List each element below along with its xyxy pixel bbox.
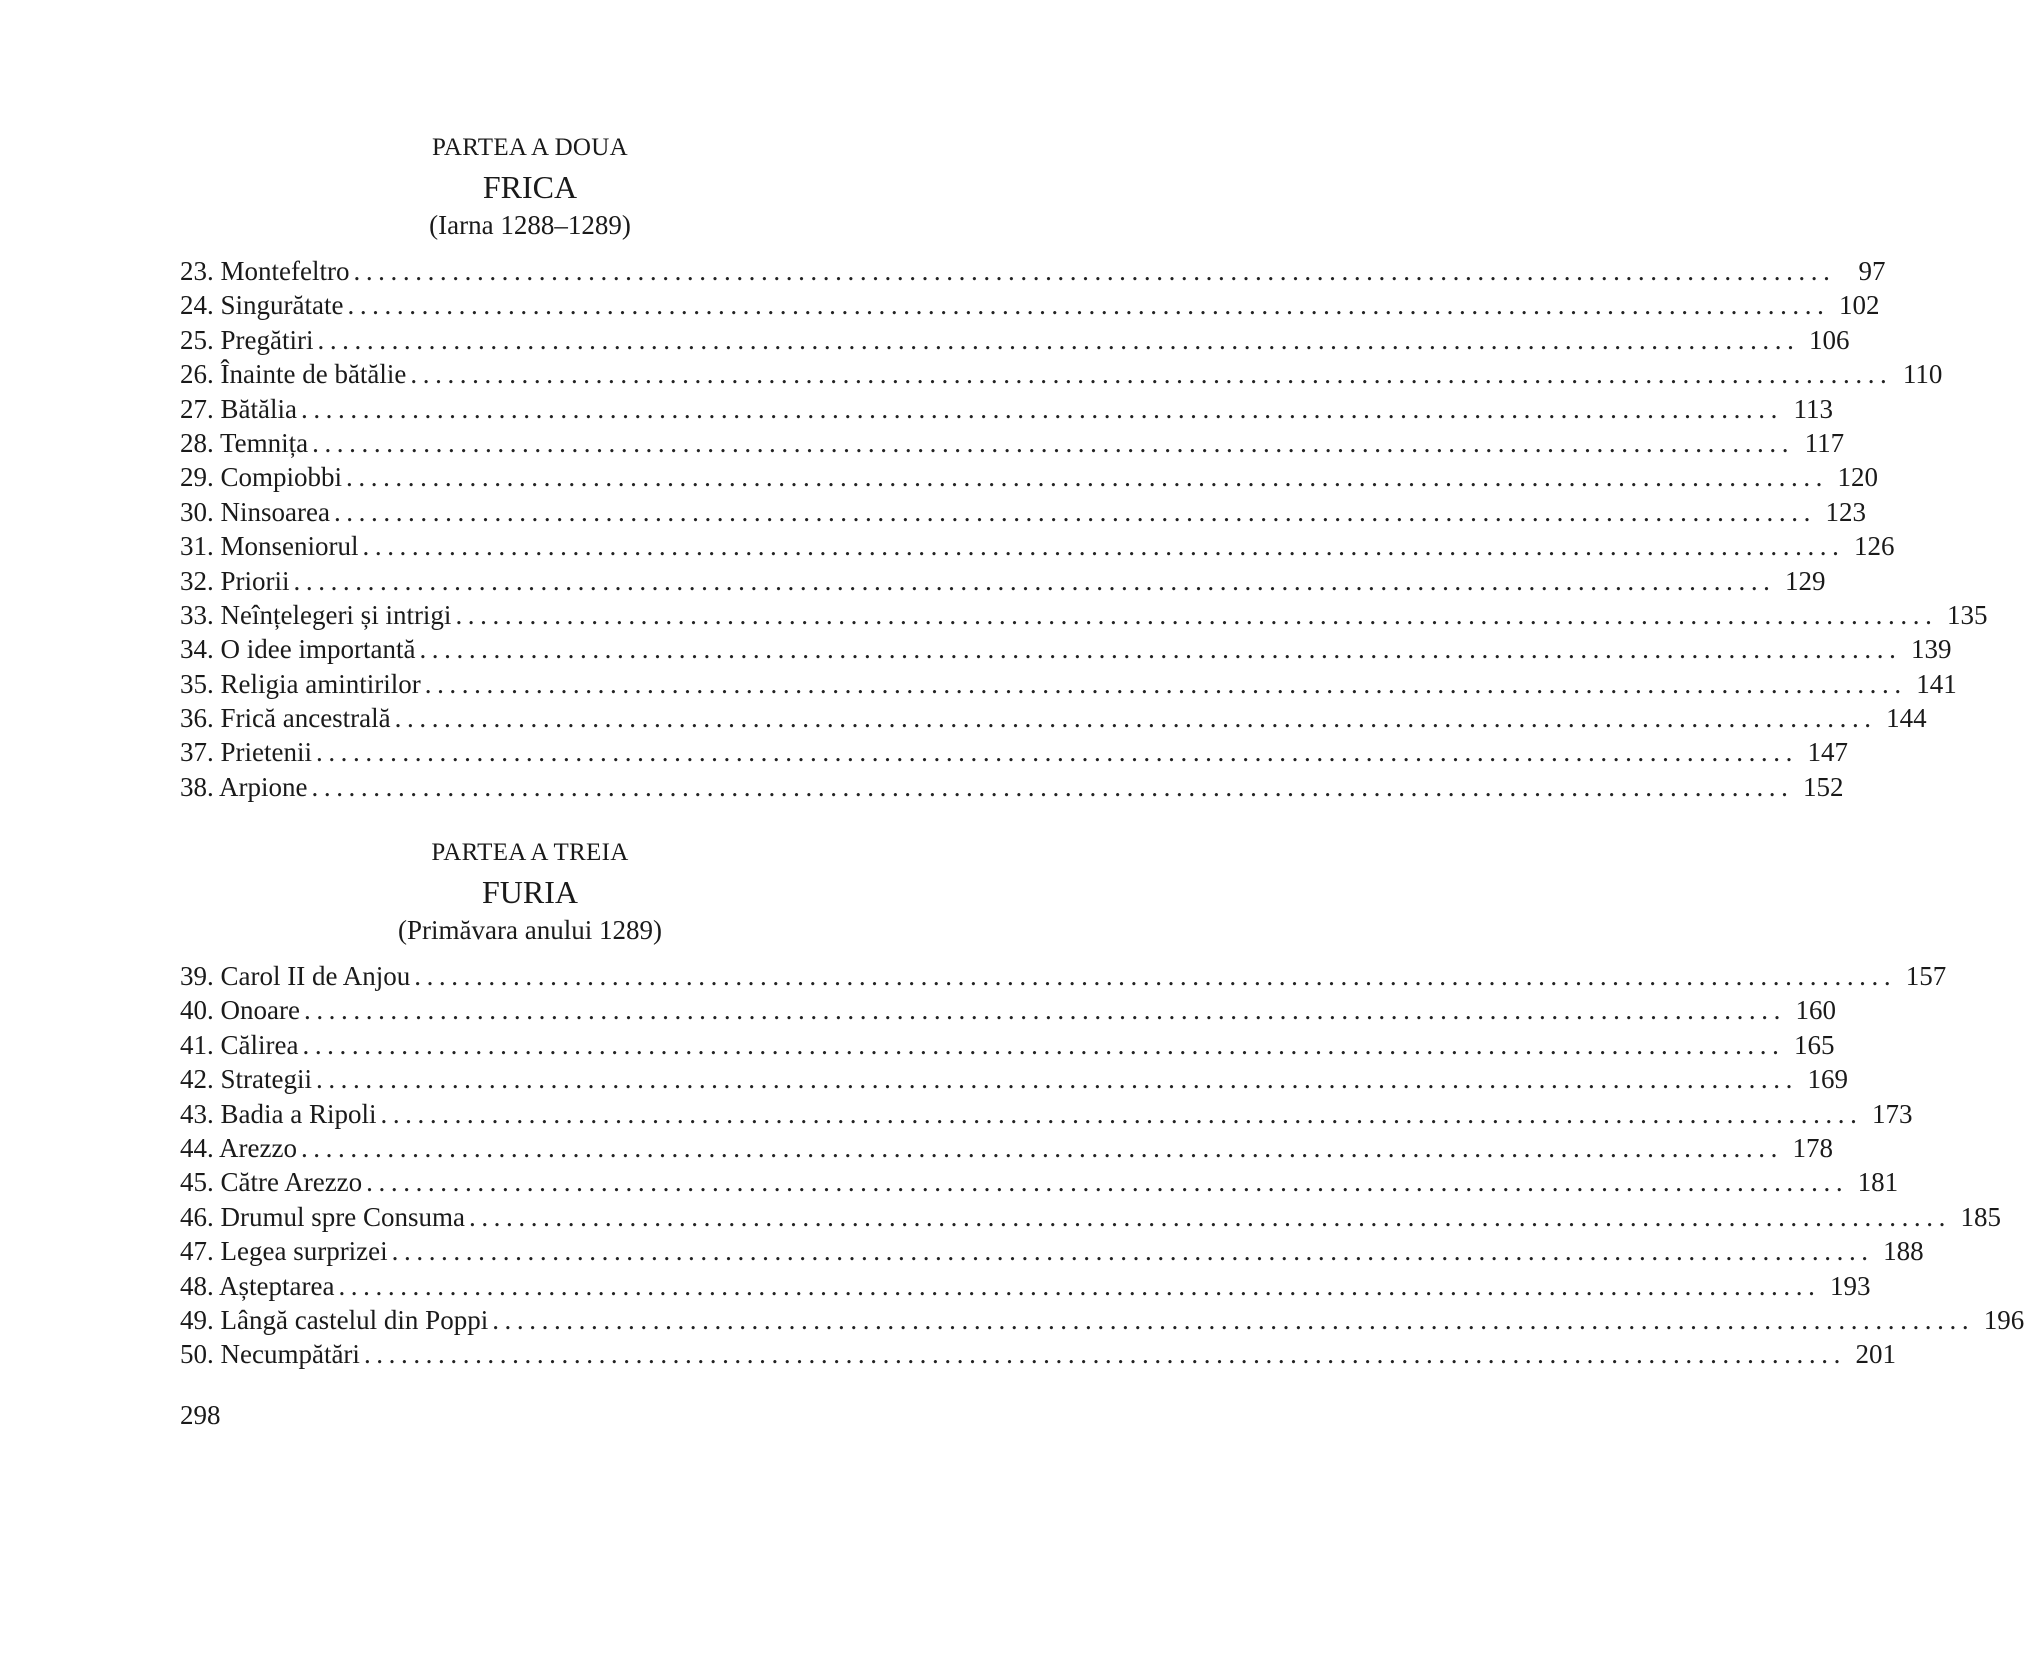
chapter-title: 32. Priorii: [180, 565, 290, 596]
toc-entry: [180, 1200, 2001, 1234]
chapter-page: 201: [1855, 1339, 1896, 1370]
chapter-page: 160: [1795, 995, 1836, 1026]
dot-leader: ........................................................................................................................: [419, 634, 1902, 665]
chapter-page: 193: [1829, 1270, 1871, 1301]
dot-leader: ........................................................................................................................: [363, 1339, 1846, 1370]
chapter-title: 28. Temnița: [180, 427, 309, 458]
chapter-page: 106: [1808, 324, 1850, 355]
chapter-title: 43. Badia a Ripoli: [180, 1098, 377, 1129]
chapter-title: 37. Prietenii: [180, 737, 312, 768]
dot-leader: ........................................................................................................................: [362, 531, 1845, 562]
dot-leader: ........................................................................................................................: [468, 1201, 1951, 1232]
dot-leader: ........................................................................................................................: [455, 599, 1938, 630]
toc-entry: [180, 667, 1957, 701]
dot-leader: ........................................................................................................................: [315, 1064, 1798, 1095]
chapter-title: 47. Legea surprizei: [180, 1236, 388, 1267]
chapter-title: 44. Arezzo: [180, 1132, 297, 1163]
dot-leader: ........................................................................................................................: [312, 427, 1795, 458]
part-title: FRICA: [482, 169, 578, 205]
chapter-page: 113: [1793, 393, 1833, 424]
dot-leader: ........................................................................................................................: [311, 771, 1794, 802]
dot-leader: ........................................................................................................................: [492, 1304, 1975, 1335]
part-label: PARTEA A TREIA: [431, 839, 629, 866]
chapter-page: 152: [1803, 771, 1844, 802]
chapter-title: 33. Neînțelegeri și intrigi: [180, 599, 452, 630]
toc-entry: [180, 1165, 1899, 1199]
chapter-title: 39. Carol II de Anjou: [180, 961, 411, 991]
toc-entry: [180, 254, 1886, 288]
chapter-page: 196: [1983, 1304, 2024, 1335]
chapter-list: [180, 254, 1988, 804]
toc-entry: [180, 959, 1947, 993]
chapter-title: 25. Pregătiri: [180, 324, 314, 355]
part-two-section: [180, 128, 1988, 804]
toc-entry: [180, 529, 1895, 563]
part-subtitle: (Iarna 1288–1289): [429, 210, 631, 240]
toc-entry: [180, 1269, 1871, 1303]
chapter-page: 110: [1902, 359, 1943, 390]
toc-entry: [180, 1028, 1835, 1062]
toc-entry: [180, 770, 1844, 804]
chapter-title: 38. Arpione: [180, 771, 308, 802]
chapter-title: 42. Strategii: [180, 1064, 312, 1095]
dot-leader: ........................................................................................................................: [302, 1029, 1785, 1060]
chapter-title: 27. Bătălia: [180, 393, 297, 424]
dot-leader: ........................................................................................................................: [353, 256, 1836, 286]
chapter-title: 31. Monseniorul: [180, 531, 359, 562]
toc-entry: [180, 323, 1850, 357]
chapter-page: 97: [1858, 256, 1886, 286]
chapter-page: 169: [1807, 1064, 1848, 1095]
dot-leader: ........................................................................................................................: [346, 462, 1829, 493]
dot-leader: ........................................................................................................................: [380, 1098, 1863, 1129]
dot-leader: ........................................................................................................................: [300, 1132, 1783, 1163]
dot-leader: ........................................................................................................................: [366, 1167, 1849, 1198]
dot-leader: ........................................................................................................................: [424, 668, 1907, 699]
chapter-page: 185: [1960, 1201, 2001, 1232]
chapter-page: 135: [1946, 599, 1988, 630]
chapter-title: 30. Ninsoarea: [180, 496, 330, 527]
dot-leader: ........................................................................................................................: [410, 359, 1893, 390]
dot-leader: ........................................................................................................................: [293, 565, 1776, 596]
chapter-page: 181: [1857, 1167, 1899, 1198]
chapter-list: [180, 959, 2024, 1372]
dot-leader: ........................................................................................................................: [414, 961, 1897, 991]
chapter-page: 123: [1825, 496, 1866, 527]
chapter-title: 41. Călirea: [180, 1029, 299, 1060]
toc-entry: [180, 564, 1826, 598]
toc-entry: [180, 632, 1952, 666]
chapter-title: 40. Onoare: [180, 995, 300, 1026]
chapter-title: 29. Compiobbi: [180, 462, 343, 493]
toc-entry: [180, 1131, 1833, 1165]
toc-entry: [180, 495, 1866, 529]
dot-leader: ........................................................................................................................: [315, 737, 1798, 768]
chapter-title: 35. Religia amintirilor: [180, 668, 421, 699]
chapter-page: 129: [1785, 565, 1826, 596]
dot-leader: ........................................................................................................................: [333, 496, 1816, 527]
chapter-page: 157: [1905, 961, 1947, 991]
chapter-page: 173: [1871, 1098, 1913, 1129]
chapter-page: 102: [1838, 290, 1880, 321]
dot-leader: ........................................................................................................................: [300, 393, 1783, 424]
toc-entry: [180, 1303, 2024, 1337]
part-three-section: [180, 833, 2024, 1372]
chapter-title: 26. Înainte de bătălie: [180, 359, 407, 390]
chapter-page: 144: [1886, 703, 1927, 734]
chapter-page: 126: [1854, 531, 1895, 562]
part-label: PARTEA A DOUA: [432, 134, 628, 161]
chapter-page: 188: [1883, 1236, 1924, 1267]
chapter-title: 36. Frică ancestrală: [180, 703, 391, 734]
chapter-page: 147: [1807, 737, 1848, 768]
dot-leader: ........................................................................................................................: [303, 995, 1786, 1026]
chapter-title: 48. Așteptarea: [180, 1270, 335, 1301]
toc-entry: [180, 1062, 1848, 1096]
chapter-page: 117: [1804, 427, 1845, 458]
part-subtitle: (Primăvara anului 1289): [398, 915, 662, 945]
chapter-title: 24. Singurătate: [180, 290, 344, 321]
toc-entry: [180, 392, 1833, 426]
toc-entry: [180, 288, 1880, 322]
toc-entry: [180, 1097, 1913, 1131]
chapter-title: 49. Lângă castelul din Poppi: [180, 1304, 489, 1335]
part-title: FURIA: [481, 874, 578, 910]
toc-entry: [180, 460, 1879, 494]
chapter-title: 34. O idee importantă: [180, 634, 416, 665]
toc-entry: [180, 598, 1988, 632]
toc-entry: [180, 357, 1943, 391]
dot-leader: ........................................................................................................................: [391, 1236, 1874, 1267]
toc-entry: [180, 1234, 1924, 1268]
chapter-page: 141: [1916, 668, 1957, 699]
chapter-title: 50. Necumpătări: [180, 1339, 360, 1370]
dot-leader: ........................................................................................................................: [338, 1270, 1821, 1301]
toc-entry: [180, 701, 1927, 735]
toc-entry: [180, 735, 1848, 769]
toc-entry: [180, 993, 1836, 1027]
toc-entry: [180, 426, 1845, 460]
chapter-page: 139: [1910, 634, 1952, 665]
dot-leader: ........................................................................................................................: [317, 324, 1800, 355]
dot-leader: ........................................................................................................................: [394, 703, 1877, 734]
chapter-title: 23. Montefeltro: [180, 256, 350, 286]
chapter-page: 165: [1793, 1029, 1835, 1060]
page-number: 298: [180, 1400, 221, 1430]
chapter-title: 45. Către Arezzo: [180, 1167, 363, 1198]
chapter-title: 46. Drumul spre Consuma: [180, 1201, 465, 1232]
toc-entry: [180, 1337, 1896, 1371]
dot-leader: ........................................................................................................................: [347, 290, 1830, 321]
chapter-page: 120: [1837, 462, 1879, 493]
chapter-page: 178: [1792, 1132, 1833, 1163]
